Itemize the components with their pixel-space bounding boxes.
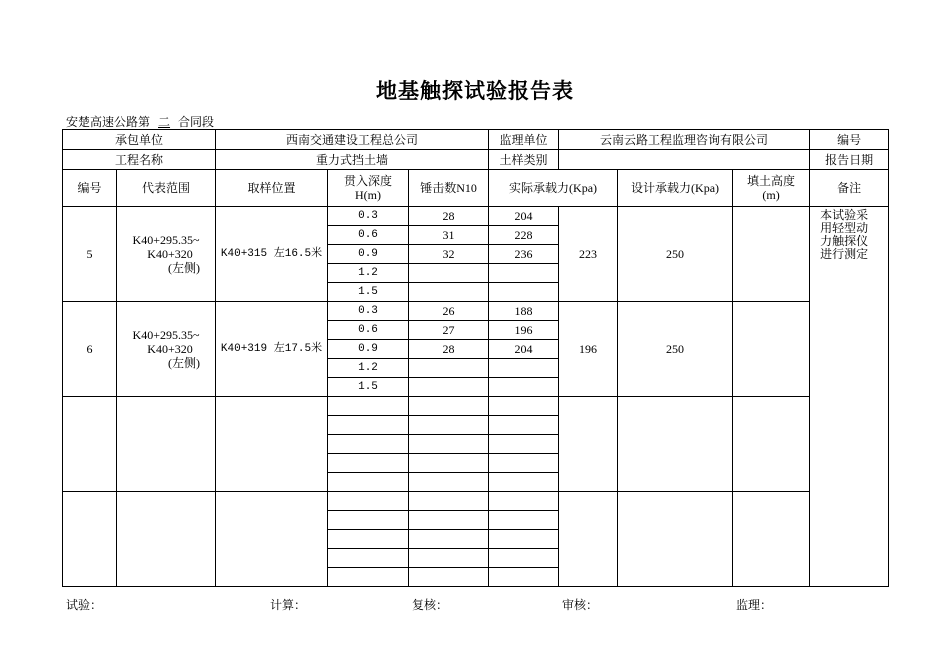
subtitle-section: 二: [158, 115, 171, 129]
row-no: 5: [63, 207, 117, 302]
empty-cell: [489, 511, 559, 530]
column-header-row: [63, 170, 889, 207]
empty-cell: [409, 530, 489, 549]
empty-cell: [328, 416, 409, 435]
empty-cell: [489, 568, 559, 587]
table-row: [63, 207, 889, 226]
actual-cell: 228: [489, 226, 559, 245]
actual-cell: [489, 378, 559, 397]
depth-cell: 0.9: [328, 245, 409, 264]
depth-cell: 1.2: [328, 359, 409, 378]
row-actual: 223: [559, 207, 618, 302]
sign-audit: 审核：: [562, 598, 599, 612]
hits-cell: [409, 359, 489, 378]
col-actual: 实际承载力(Kpa): [489, 170, 618, 207]
hits-cell: [409, 378, 489, 397]
empty-cell: [489, 435, 559, 454]
empty-cell: [409, 454, 489, 473]
table-row: [63, 492, 889, 511]
row-range: [117, 207, 216, 302]
empty-cell: [409, 397, 489, 416]
actual-cell: [489, 359, 559, 378]
actual-cell: [489, 264, 559, 283]
depth-cell: 1.5: [328, 283, 409, 302]
actual-cell: 204: [489, 207, 559, 226]
empty-cell: [409, 416, 489, 435]
empty-cell: [489, 454, 559, 473]
row-design: 250: [618, 207, 733, 302]
range-line: K40+320: [147, 342, 193, 356]
empty-cell: [409, 492, 489, 511]
depth-cell: 0.6: [328, 226, 409, 245]
col-depth-line2: H(m): [355, 188, 382, 202]
empty-cell: [328, 492, 409, 511]
empty-cell: [117, 492, 216, 587]
hits-cell: 28: [409, 207, 489, 226]
row-fill: [733, 302, 810, 397]
empty-cell: [117, 397, 216, 492]
depth-cell: 1.5: [328, 378, 409, 397]
report-title: 地基触探试验报告表: [376, 79, 574, 103]
sign-test: 试验：: [66, 598, 103, 612]
hits-cell: 31: [409, 226, 489, 245]
empty-cell: [328, 549, 409, 568]
remark-cell: [810, 207, 889, 587]
actual-cell: 196: [489, 321, 559, 340]
empty-cell: [618, 492, 733, 587]
empty-cell: [733, 492, 810, 587]
project-label: 工程名称: [63, 150, 216, 170]
col-depth-line1: 贯入深度: [344, 174, 393, 188]
empty-cell: [559, 492, 618, 587]
supervisor-label: 监理单位: [489, 130, 559, 150]
sign-review: 复核：: [412, 598, 449, 612]
date-label: 报告日期: [810, 150, 889, 170]
range-line: K40+295.35~: [132, 233, 200, 247]
row-location: K40+315 左16.5米: [216, 207, 328, 302]
empty-cell: [328, 397, 409, 416]
empty-cell: [489, 492, 559, 511]
project-value: 重力式挡土墙: [216, 150, 489, 170]
contractor-value: 西南交通建设工程总公司: [216, 130, 489, 150]
empty-cell: [489, 473, 559, 492]
soil-value: [559, 150, 810, 170]
sign-calc: 计算：: [270, 598, 307, 612]
col-design: 设计承载力(Kpa): [618, 170, 733, 207]
hits-cell: 28: [409, 340, 489, 359]
remark-line: 力触探仪: [820, 234, 869, 248]
row-actual: 196: [559, 302, 618, 397]
actual-cell: 188: [489, 302, 559, 321]
empty-cell: [216, 397, 328, 492]
empty-cell: [409, 568, 489, 587]
row-range: [117, 302, 216, 397]
depth-cell: 0.3: [328, 207, 409, 226]
empty-cell: [409, 435, 489, 454]
empty-cell: [328, 511, 409, 530]
empty-cell: [328, 473, 409, 492]
sign-supervise: 监理：: [736, 598, 773, 612]
row-no: 6: [63, 302, 117, 397]
hits-cell: 26: [409, 302, 489, 321]
subtitle-prefix: 安楚高速公路第: [66, 115, 151, 129]
empty-cell: [409, 473, 489, 492]
col-hits: 锤击数N10: [409, 170, 489, 207]
depth-cell: 0.6: [328, 321, 409, 340]
empty-cell: [489, 549, 559, 568]
empty-cell: [216, 492, 328, 587]
empty-cell: [63, 397, 117, 492]
empty-cell: [328, 568, 409, 587]
empty-cell: [409, 549, 489, 568]
actual-cell: [489, 283, 559, 302]
col-location: 取样位置: [216, 170, 328, 207]
range-line: (左侧): [168, 356, 200, 370]
depth-cell: 0.3: [328, 302, 409, 321]
empty-cell: [489, 416, 559, 435]
actual-cell: 236: [489, 245, 559, 264]
hits-cell: 32: [409, 245, 489, 264]
actual-cell: 204: [489, 340, 559, 359]
range-line: (左侧): [168, 261, 200, 275]
hits-cell: [409, 264, 489, 283]
table-row: [63, 397, 889, 416]
hits-cell: 27: [409, 321, 489, 340]
empty-cell: [328, 435, 409, 454]
empty-cell: [559, 397, 618, 492]
empty-cell: [733, 397, 810, 492]
empty-cell: [409, 511, 489, 530]
hits-cell: [409, 283, 489, 302]
subtitle-suffix: 合同段: [178, 115, 215, 129]
row-design: 250: [618, 302, 733, 397]
report-table: [62, 129, 889, 587]
empty-cell: [63, 492, 117, 587]
header-row-1: [63, 130, 889, 150]
empty-cell: [328, 530, 409, 549]
remark-line: 用轻型动: [820, 221, 869, 235]
range-line: K40+320: [147, 247, 193, 261]
header-row-2: [63, 150, 889, 170]
empty-cell: [489, 530, 559, 549]
col-fill: [733, 170, 810, 207]
col-range: 代表范围: [117, 170, 216, 207]
remark-line: 本试验采: [820, 208, 869, 222]
depth-cell: 0.9: [328, 340, 409, 359]
col-fill-line2: (m): [762, 188, 780, 202]
empty-cell: [328, 454, 409, 473]
number-label: 编号: [810, 130, 889, 150]
contractor-label: 承包单位: [63, 130, 216, 150]
table-row: [63, 302, 889, 321]
col-fill-line1: 填土高度: [747, 174, 796, 188]
col-no: 编号: [63, 170, 117, 207]
empty-cell: [489, 397, 559, 416]
supervisor-value: 云南云路工程监理咨询有限公司: [559, 130, 810, 150]
col-depth: [328, 170, 409, 207]
depth-cell: 1.2: [328, 264, 409, 283]
contract-section-line: [66, 113, 214, 130]
remark-line: 进行测定: [820, 247, 869, 261]
row-location: K40+319 左17.5米: [216, 302, 328, 397]
col-remark: 备注: [810, 170, 889, 207]
range-line: K40+295.35~: [132, 328, 200, 342]
soil-label: 土样类别: [489, 150, 559, 170]
empty-cell: [618, 397, 733, 492]
row-fill: [733, 207, 810, 302]
